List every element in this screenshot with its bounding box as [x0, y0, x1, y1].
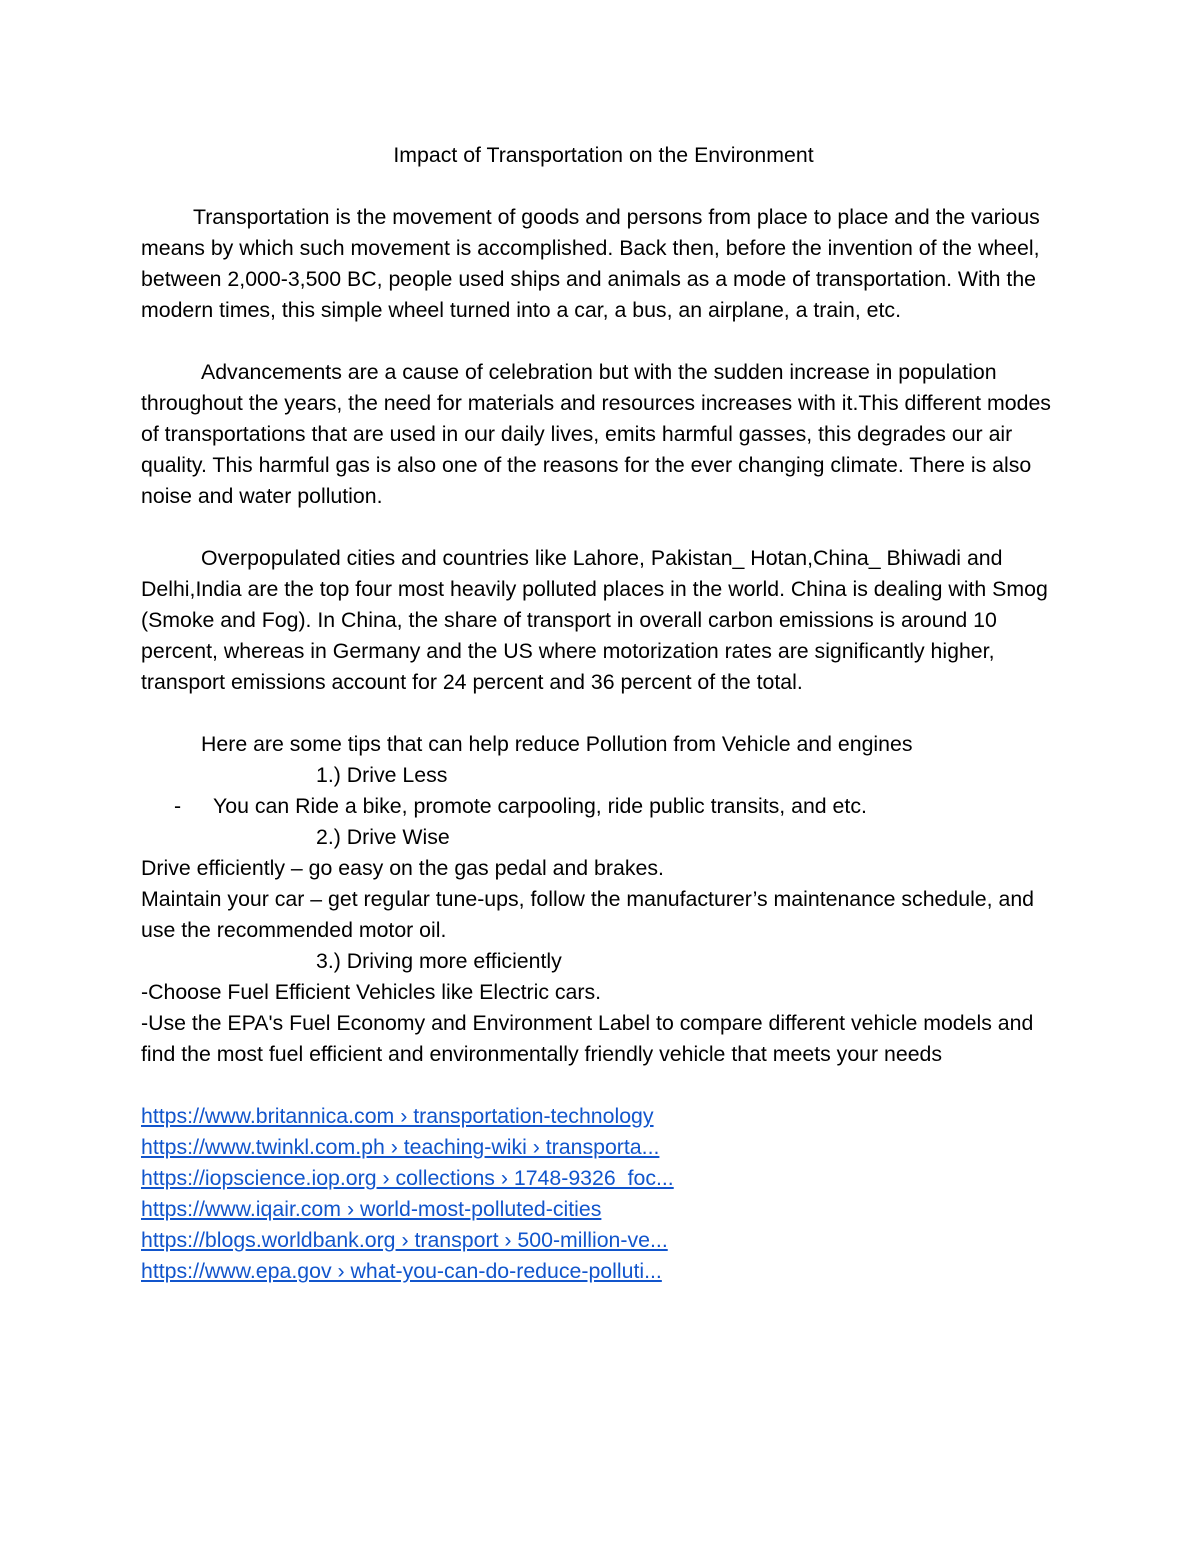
- paragraph-advancements: Advancements are a cause of celebration but with the sudden increase in population throughout the years, the need for materials and resources increases with it.This different modes of transportations that are used in our daily lives, emits harmful gasses, this degrades our air quality. This harmful gas is also one of the reasons for the ever changing climate. There is also noise and water pollution.: [141, 360, 1051, 508]
- link-twinkl[interactable]: https://www.twinkl.com.ph › teaching-wiki › transporta...: [141, 1135, 660, 1159]
- dash-bullet: -: [174, 794, 182, 818]
- paragraph-polluted-cities: Overpopulated cities and countries like Lahore, Pakistan_ Hotan,China_ Bhiwadi and Delhi,India are the top four most heavily polluted places in the world. China is dealing with Smog (Smoke and Fog). In China, the share of transport in overall carbon emissions is around 10 percent, whereas in Germany and the US where motorization rates are significantly higher, transport emissions account for 24 percent and 36 percent of the total.: [141, 546, 1048, 694]
- blank-line: [141, 512, 1066, 543]
- blank-line: [141, 171, 1066, 202]
- tip-item-text: You can Ride a bike, promote carpooling, ride public transits, and etc.: [213, 794, 867, 818]
- tip-line-drive-efficiently: Drive efficiently – go easy on the gas pedal and brakes.: [141, 856, 664, 880]
- link-iqair[interactable]: https://www.iqair.com › world-most-polluted-cities: [141, 1197, 602, 1221]
- tips-intro: Here are some tips that can help reduce Pollution from Vehicle and engines: [201, 732, 913, 756]
- tip-heading-driving-more-efficiently: 3.) Driving more efficiently: [316, 949, 562, 973]
- reference-links: [141, 1101, 1066, 1287]
- blank-line: [141, 1070, 1066, 1101]
- tip-line-maintain-car: Maintain your car – get regular tune-ups, follow the manufacturer’s maintenance schedule, and use the recommended motor oil.: [141, 887, 1035, 942]
- link-iopscience[interactable]: https://iopscience.iop.org › collections › 1748-9326_foc...: [141, 1166, 674, 1190]
- document-page: [141, 140, 1066, 1287]
- blank-line: [141, 326, 1066, 357]
- paragraph-transportation-definition: Transportation is the movement of goods and persons from place to place and the various means by which such movement is accomplished. Back then, before the invention of the wheel, between 2,000-3,500 BC, people used ships and animals as a mode of transportation. With the modern times, this simple wheel turned into a car, a bus, an airplane, a train, etc.: [141, 205, 1040, 322]
- blank-line: [141, 698, 1066, 729]
- tip-line-epa-label: -Use the EPA's Fuel Economy and Environment Label to compare different vehicle models and find the most fuel efficient and environmentally friendly vehicle that meets your needs: [141, 1011, 1034, 1066]
- link-worldbank[interactable]: https://blogs.worldbank.org › transport › 500-million-ve...: [141, 1228, 668, 1252]
- link-epa[interactable]: https://www.epa.gov › what-you-can-do-reduce-polluti...: [141, 1259, 662, 1283]
- document-title: Impact of Transportation on the Environment: [393, 143, 814, 167]
- tip-item-ride-bike: [141, 791, 1066, 822]
- tip-line-choose-fuel-efficient: -Choose Fuel Efficient Vehicles like Electric cars.: [141, 980, 602, 1004]
- tip-heading-drive-wise: 2.) Drive Wise: [316, 825, 450, 849]
- link-britannica[interactable]: https://www.britannica.com › transportation-technology: [141, 1104, 654, 1128]
- tip-heading-drive-less: 1.) Drive Less: [316, 763, 448, 787]
